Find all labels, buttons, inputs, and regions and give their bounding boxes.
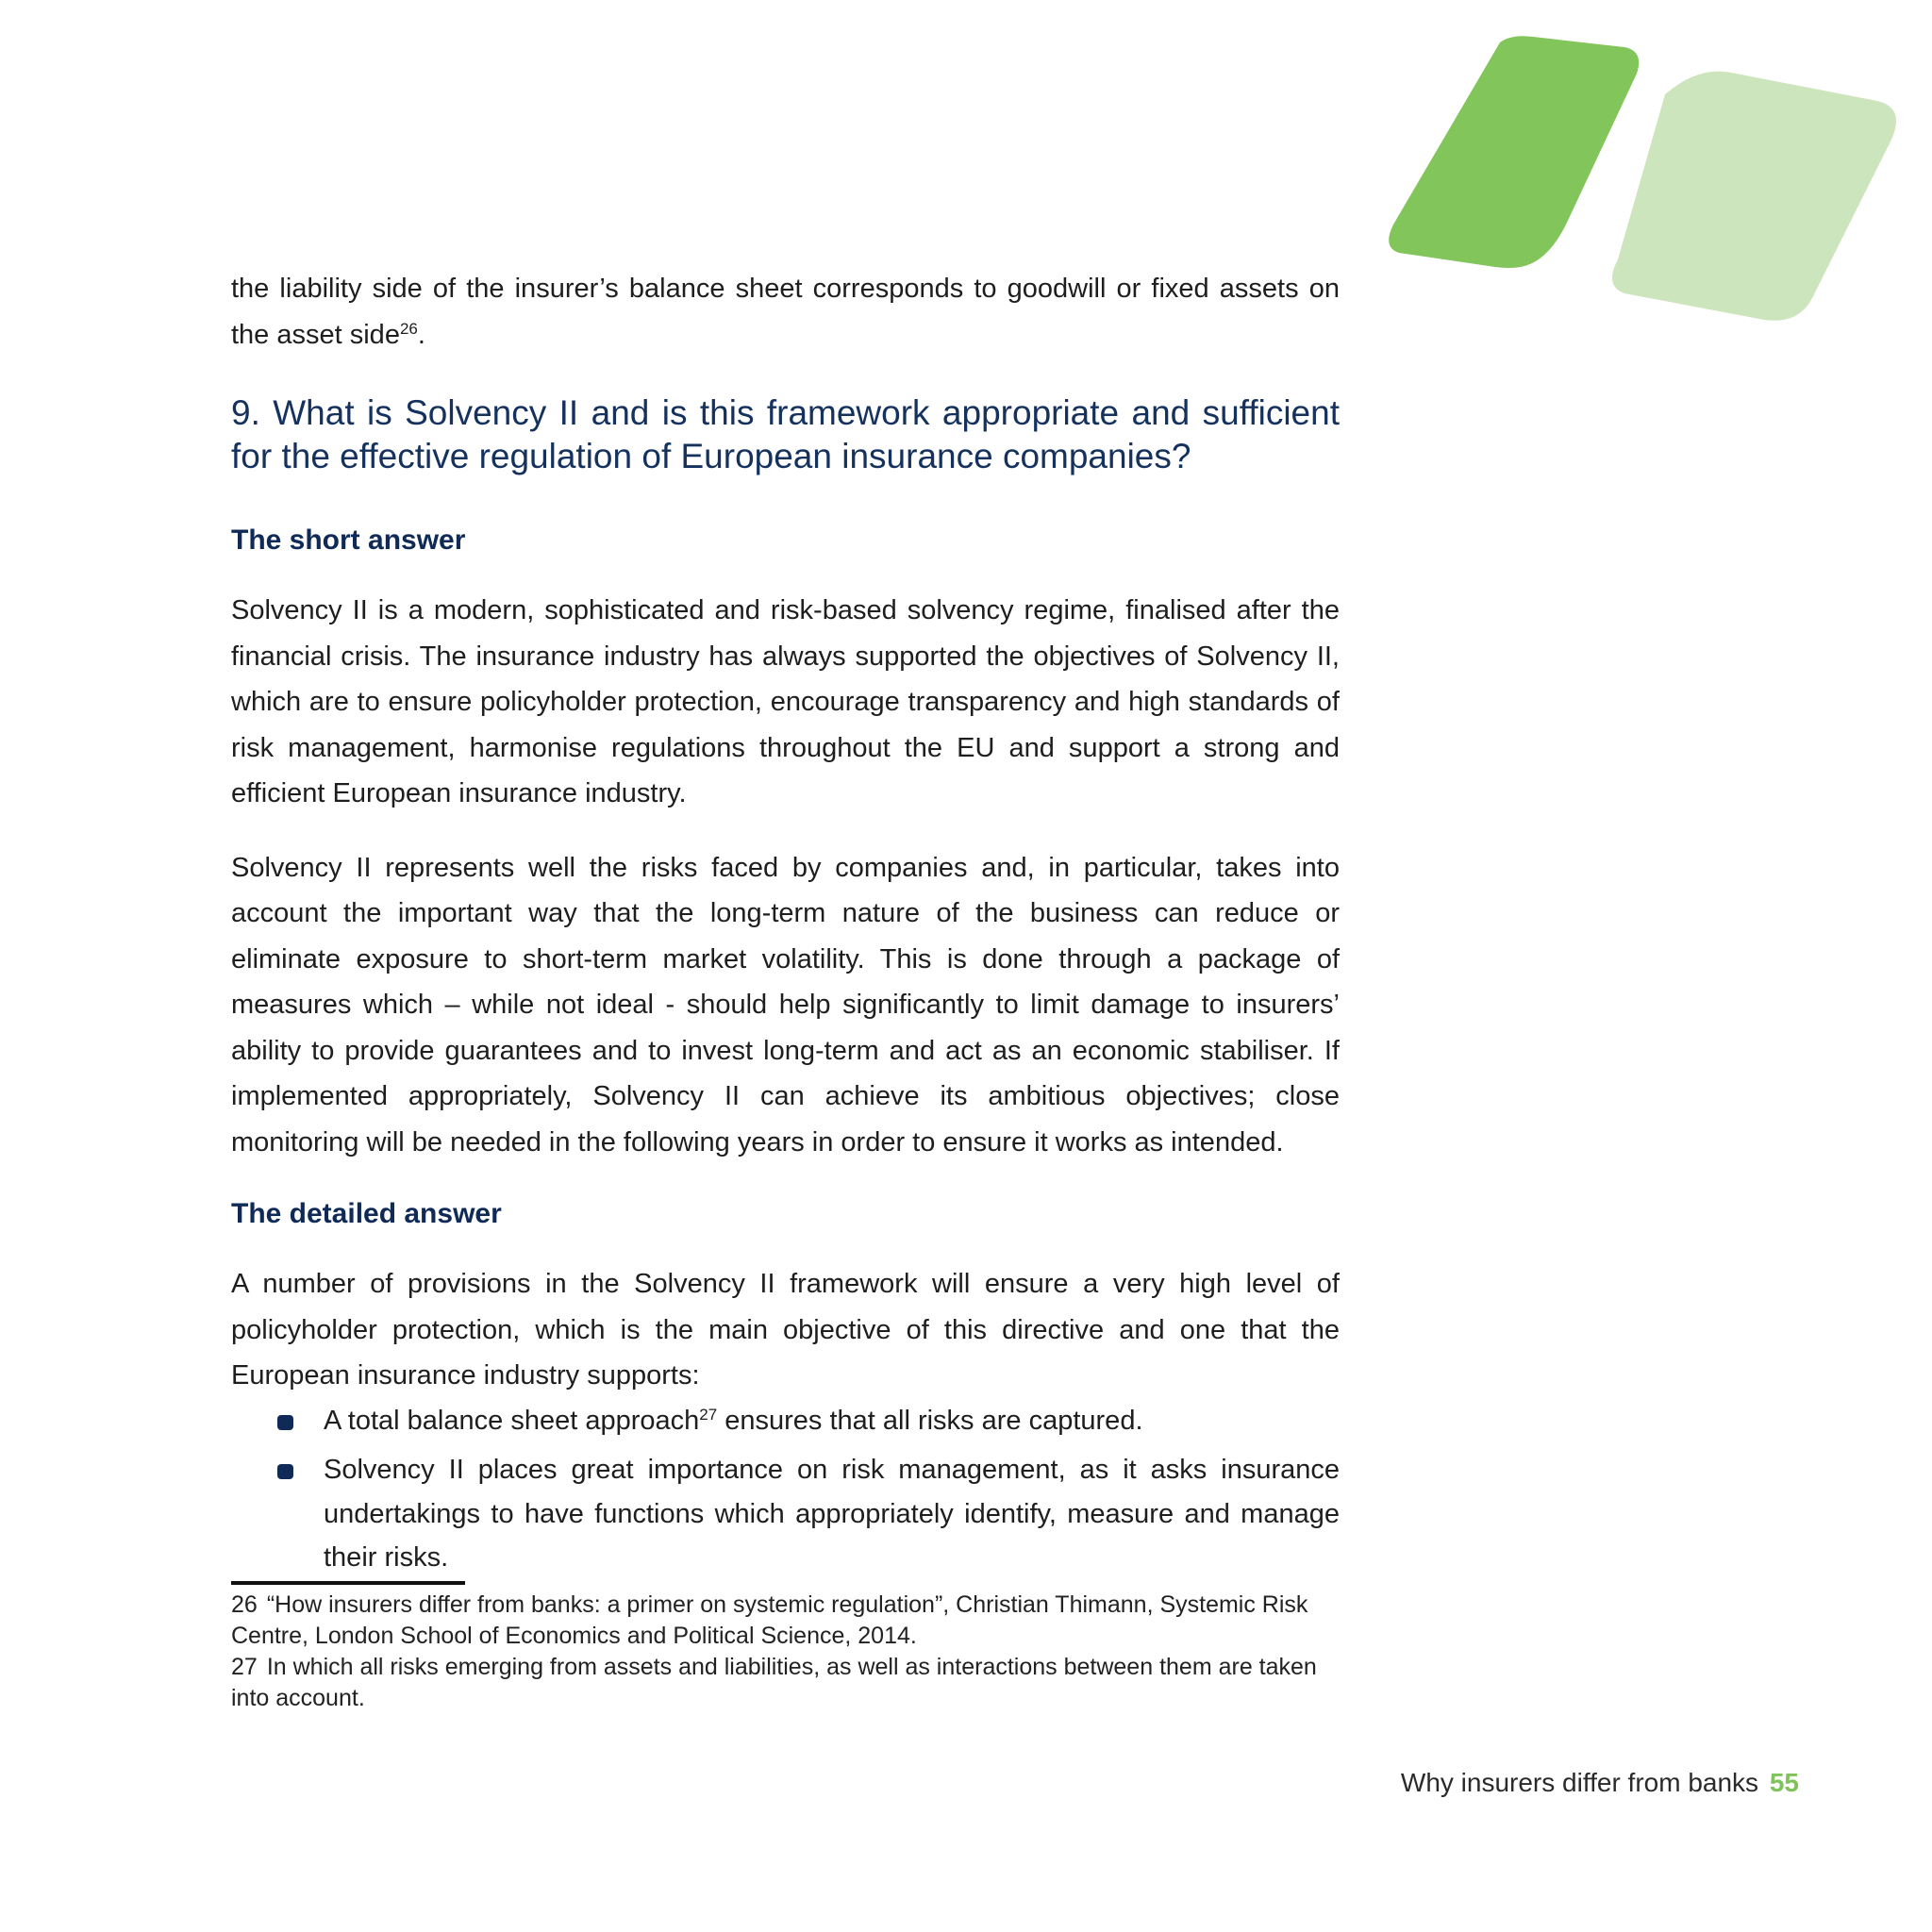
bullet-marker bbox=[277, 1464, 293, 1479]
light-green-parallelogram bbox=[1612, 72, 1896, 321]
page-content bbox=[231, 266, 1340, 1586]
footnote-27 bbox=[231, 1652, 1340, 1714]
bullet-text: Solvency II places great importance on risk management, as it asks insurance undertakings to have functions which appropriately identify, measure and manage their risks. bbox=[324, 1455, 1340, 1573]
footnote-26 bbox=[231, 1590, 1340, 1652]
intro-paragraph bbox=[231, 266, 1340, 358]
short-answer-paragraph: Solvency II represents well the risks faced by companies and, in particular, takes into account the important way that the long-term nature of the business can reduce or eliminate exposure to short-term market volatility. This is done through a package of measures which – while not ideal - should help significantly to limit damage to insurers’ ability to provide guarantees and to invest long-term and act as an economic stabiliser. If implemented appropriately, Solvency II can achieve its ambitious objectives; close monitoring will be needed in the following years in order to ensure it works as intended. bbox=[231, 852, 1340, 1158]
footnotes bbox=[231, 1590, 1340, 1714]
question-heading: 9. What is Solvency II and is this framework appropriate and sufficient for the effective regulation of European insurance companies? bbox=[231, 393, 1340, 475]
footnote-divider bbox=[231, 1581, 465, 1585]
bullet-text: ensures that all risks are captured. bbox=[717, 1405, 1143, 1436]
footnote-text: “How insurers differ from banks: a primer on systemic regulation”, Christian Thimann, Systemic Risk Centre, London School of Economics and Political Science, 2014. bbox=[231, 1591, 1308, 1649]
bullet-marker bbox=[277, 1415, 293, 1430]
footnote-number: 26 bbox=[231, 1591, 258, 1618]
footnote-text: In which all risks emerging from assets and liabilities, as well as interactions between them are taken into account. bbox=[231, 1654, 1317, 1711]
detailed-answer-intro: A number of provisions in the Solvency II framework will ensure a very high level of policyholder protection, which is the main objective of this directive and one that the European insurance industry supports: bbox=[231, 1269, 1340, 1391]
intro-tail: . bbox=[417, 319, 425, 350]
intro-text: the liability side of the insurer’s balance sheet corresponds to goodwill or fixed assets on the asset side bbox=[231, 274, 1340, 350]
running-title: Why insurers differ from banks bbox=[1400, 1768, 1759, 1797]
footnote-number: 27 bbox=[231, 1654, 258, 1680]
dark-green-parallelogram bbox=[1389, 36, 1639, 268]
short-answer-paragraph: Solvency II is a modern, sophisticated and risk-based solvency regime, finalised after the financial crisis. The insurance industry has always supported the objectives of Solvency II, which are to ensure policyholder protection, encourage transparency and high standards of risk management, harmonise regulations throughout the EU and support a strong and efficient European insurance industry. bbox=[231, 595, 1340, 808]
bullet-list bbox=[231, 1399, 1340, 1580]
bullet-item bbox=[231, 1448, 1340, 1580]
page-number: 55 bbox=[1769, 1768, 1799, 1797]
decorative-green-shapes bbox=[1377, 28, 1906, 330]
footnote-ref-27[interactable]: 27 bbox=[699, 1405, 718, 1424]
running-footer bbox=[1401, 1764, 1799, 1802]
detailed-answer-heading: The detailed answer bbox=[231, 1198, 502, 1229]
bullet-item bbox=[231, 1399, 1340, 1443]
short-answer-heading: The short answer bbox=[231, 525, 466, 556]
footnote-ref-26[interactable]: 26 bbox=[399, 319, 418, 338]
bullet-text: A total balance sheet approach bbox=[324, 1405, 700, 1436]
